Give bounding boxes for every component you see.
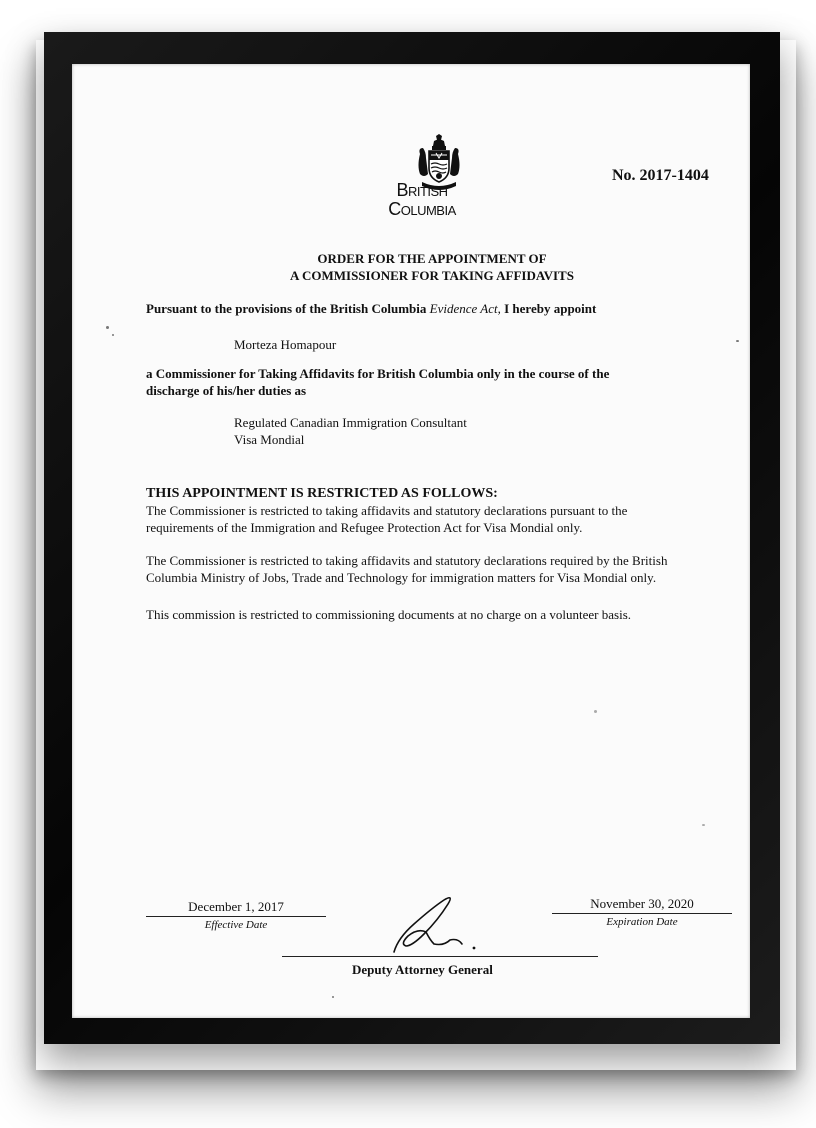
evidence-act: Evidence Act,: [429, 301, 501, 316]
expiration-date-label: Expiration Date: [606, 916, 678, 928]
title-line-2: A COMMISSIONER FOR TAKING AFFIDAVITS: [290, 268, 574, 283]
pursuant-paragraph: [146, 300, 596, 317]
effective-date-label: Effective Date: [204, 919, 268, 931]
commissioner-paragraph: [146, 365, 609, 399]
effective-date: December 1, 2017: [188, 899, 284, 914]
document-title: [192, 250, 672, 284]
restriction-2-line-1: The Commissioner is restricted to taking affidavits and statutory declarations required by the British: [146, 553, 668, 568]
order-number: No. 2017-1404: [612, 167, 709, 184]
restriction-2-line-2: Columbia Ministry of Jobs, Trade and Technology for immigration matters for Visa Mondial only.: [146, 570, 657, 585]
restriction-heading: THIS APPOINTMENT IS RESTRICTED AS FOLLOWS:: [146, 486, 498, 501]
commissioner-line-2: discharge of his/her duties as: [146, 383, 307, 398]
commissioner-line-1: a Commissioner for Taking Affidavits for British Columbia only in the course of the: [146, 366, 610, 381]
expiration-date: November 30, 2020: [590, 896, 694, 911]
duties-block: [234, 414, 467, 448]
restriction-1-line-2: requirements of the Immigration and Refugee Protection Act for Visa Mondial only.: [146, 520, 583, 535]
signatory-title: Deputy Attorney General: [352, 962, 493, 977]
picture-frame: [44, 32, 780, 1044]
bc-logo-wordmark: [357, 181, 487, 219]
duty-line-2: Visa Mondial: [234, 432, 305, 447]
restriction-1: [146, 502, 627, 536]
appointee-name: Morteza Homapour: [234, 337, 337, 352]
restriction-3: This commission is restricted to commissioning documents at no charge on a volunteer basis.: [146, 607, 632, 622]
restriction-2: [146, 552, 667, 586]
pursuant-suffix: I hereby appoint: [500, 301, 597, 316]
scan-speck: [594, 710, 597, 713]
scan-speck: [332, 996, 334, 998]
scan-speck: [106, 326, 109, 329]
scan-speck: [702, 824, 705, 826]
logo-line-2: Columbia: [388, 199, 456, 219]
scan-speck: [736, 340, 739, 342]
signature-image: [388, 894, 484, 956]
pursuant-prefix: Pursuant to the provisions of the British Columbia: [146, 301, 430, 316]
expiration-date-rule: [552, 913, 732, 914]
restriction-1-line-1: The Commissioner is restricted to taking affidavits and statutory declarations pursuant to the: [146, 503, 628, 518]
title-line-1: ORDER FOR THE APPOINTMENT OF: [317, 251, 547, 266]
effective-date-rule: [146, 916, 326, 917]
scan-speck: [112, 334, 114, 336]
signature-rule: [282, 956, 598, 957]
logo-line-1: British: [396, 180, 448, 200]
duty-line-1: Regulated Canadian Immigration Consultant: [234, 415, 467, 430]
certificate-paper: [72, 64, 750, 1018]
